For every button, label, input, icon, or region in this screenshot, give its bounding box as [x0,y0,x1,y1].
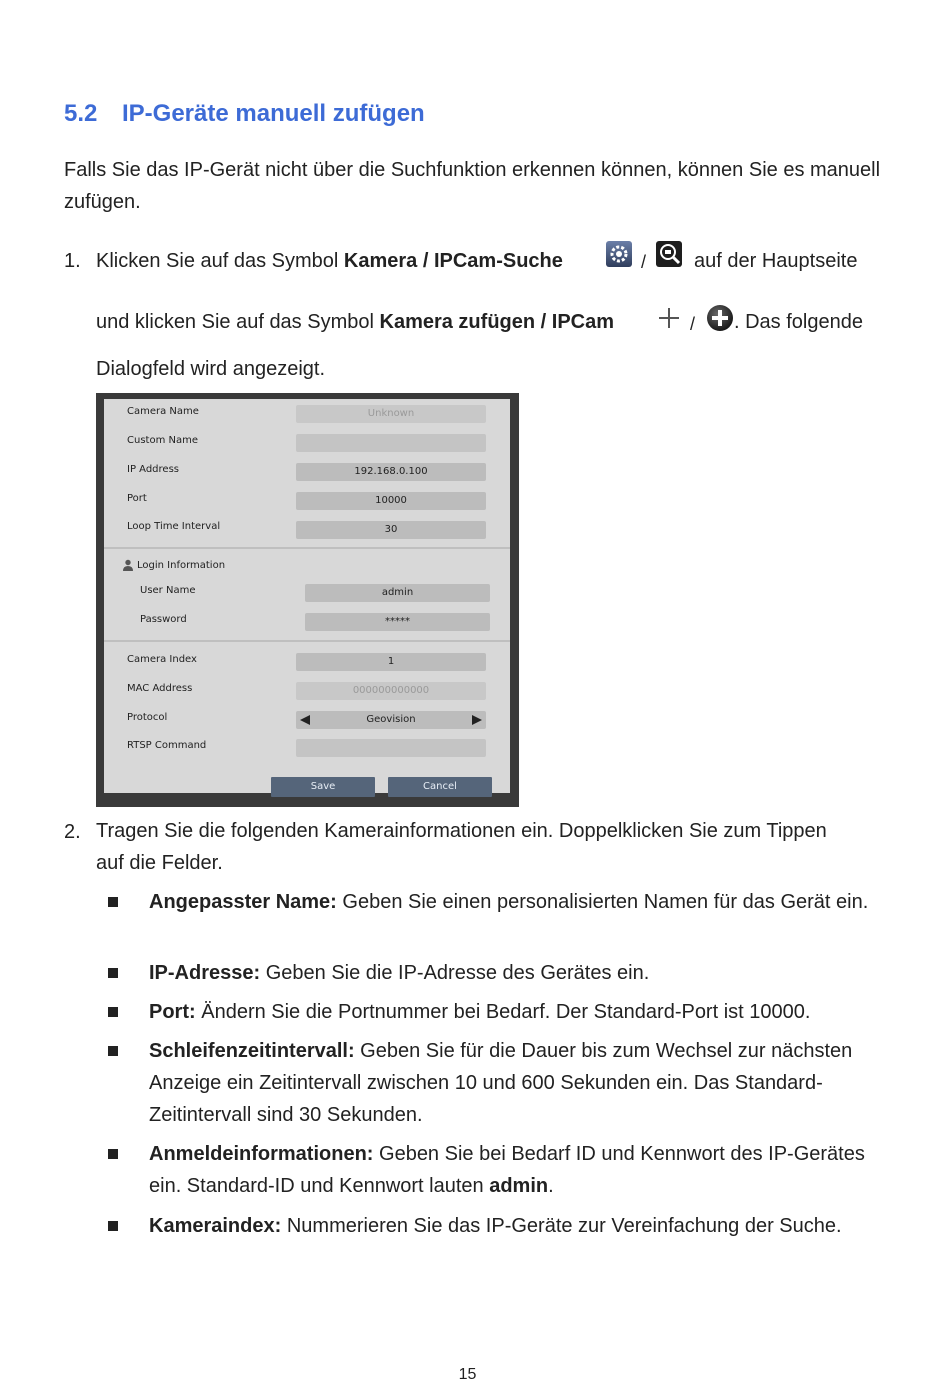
step1-number: 1. [64,250,81,272]
ip-address-label: IP Address [127,464,179,475]
add-camera-dialog [96,393,519,807]
bullet-term: IP-Adresse: [149,962,261,984]
bullet-loop-interval [149,1035,879,1131]
intro-paragraph: Falls Sie das IP-Gerät nicht über die Suchfunktion erkennen können, können Sie es manuell zufügen. [64,159,881,213]
step1-text-dialog: Dialogfeld wird angezeigt. [96,358,326,380]
protocol-label: Protocol [127,712,168,723]
camera-index-label: Camera Index [127,654,197,665]
bullet-text: Geben Sie die IP-Adresse des Gerätes ein. [260,962,650,984]
user-name-field[interactable]: admin [305,584,490,602]
bullet-text: Geben Sie bei Bedarf ID und Kennwort des IP-Gerätes ein. Standard-ID und Kennwort lauten [149,1143,865,1197]
rtsp-command-field[interactable] [296,739,486,757]
step1-bold-add-camera: Kamera zufügen / IPCam [379,311,615,333]
login-header-label: Login Information [137,559,226,571]
bullet-port [149,996,879,1028]
protocol-select[interactable] [296,711,486,729]
mac-address-label: MAC Address [127,683,193,694]
bullet-marker [108,1149,118,1159]
bullet-text: Geben Sie einen personalisierten Namen für das Gerät ein. [336,891,869,913]
loop-time-field[interactable]: 30 [296,521,486,539]
bullet-login-info [149,1138,879,1202]
left-arrow-icon[interactable] [296,711,314,729]
port-field[interactable]: 10000 [296,492,486,510]
ip-address-field[interactable]: 192.168.0.100 [296,463,486,481]
plus-icon [655,304,683,332]
step1-line1 [96,245,563,277]
bullet-marker [108,1221,118,1231]
section-title: IP-Geräte manuell zufügen [122,100,425,127]
gear-icon [605,240,633,268]
bullet-text: Nummerieren Sie das IP-Geräte zur Vereinfachung der Suche. [281,1215,842,1237]
bullet-marker [108,1046,118,1056]
step2-text: Tragen Sie die folgenden Kamerainformationen ein. Doppelklicken Sie zum Tippen auf die Felder. [96,820,827,874]
mac-address-field[interactable]: 000000000000 [296,682,486,700]
bullet-marker [108,897,118,907]
bullet-camera-index [149,1210,879,1242]
bullet-text: Geben Sie für die Dauer bis zum Wechsel zur nächsten Anzeige ein Zeitintervall zwischen 10 und 600 Sekunden ein. Das Standard-Zeitintervall sind 30 Sekunden. [149,1040,853,1126]
right-arrow-icon[interactable] [468,711,486,729]
add-circle-icon [706,304,734,332]
loop-time-label: Loop Time Interval [127,521,221,532]
bullet-custom-name [149,886,879,918]
save-button[interactable]: Save [271,777,375,797]
camera-name-label: Camera Name [127,406,199,417]
step1-text: Klicken Sie auf das Symbol [96,250,344,272]
bullet-term: Schleifenzeitintervall: [149,1040,355,1062]
step1-line2 [96,306,614,338]
slash-2: / [690,314,696,334]
user-name-label: User Name [140,585,196,596]
password-field[interactable]: ***** [305,613,490,631]
section-number: 5.2 [64,100,98,127]
password-label: Password [140,614,187,625]
bullet-marker [108,1007,118,1017]
user-icon [122,559,134,571]
step1-bold-camera-search: Kamera / IPCam-Suche [343,250,563,272]
rtsp-command-label: RTSP Command [127,740,207,751]
bullet-term: Port: [149,1001,196,1023]
bullet-text-end: . [548,1175,554,1197]
slash-1: / [641,252,647,272]
bullet-term: Kameraindex: [149,1215,282,1237]
page-number: 15 [458,1366,477,1383]
step1-text-2: und klicken Sie auf das Symbol [96,311,380,333]
bullet-term: Angepasster Name: [149,891,337,913]
step1-text-mainpage: auf der Hauptseite [694,250,858,272]
custom-name-field[interactable] [296,434,486,452]
camera-name-field[interactable]: Unknown [296,405,486,423]
dialog-body [104,399,510,793]
step1-text-following: . Das folgende [734,311,863,333]
custom-name-label: Custom Name [127,435,198,446]
bullet-term-admin: admin [489,1175,549,1197]
login-header [122,559,225,571]
bullet-ip-address [149,957,879,989]
camera-search-icon [655,240,683,268]
port-label: Port [127,493,147,504]
section-heading [64,100,425,128]
cancel-button[interactable]: Cancel [388,777,492,797]
step2-number: 2. [64,821,81,843]
protocol-value: Geovision [366,714,416,725]
bullet-text: Ändern Sie die Portnummer bei Bedarf. Der Standard-Port ist 10000. [195,1001,811,1023]
camera-index-field[interactable]: 1 [296,653,486,671]
divider-1 [104,547,510,549]
bullet-term: Anmeldeinformationen: [149,1143,374,1165]
divider-2 [104,640,510,642]
bullet-marker [108,968,118,978]
